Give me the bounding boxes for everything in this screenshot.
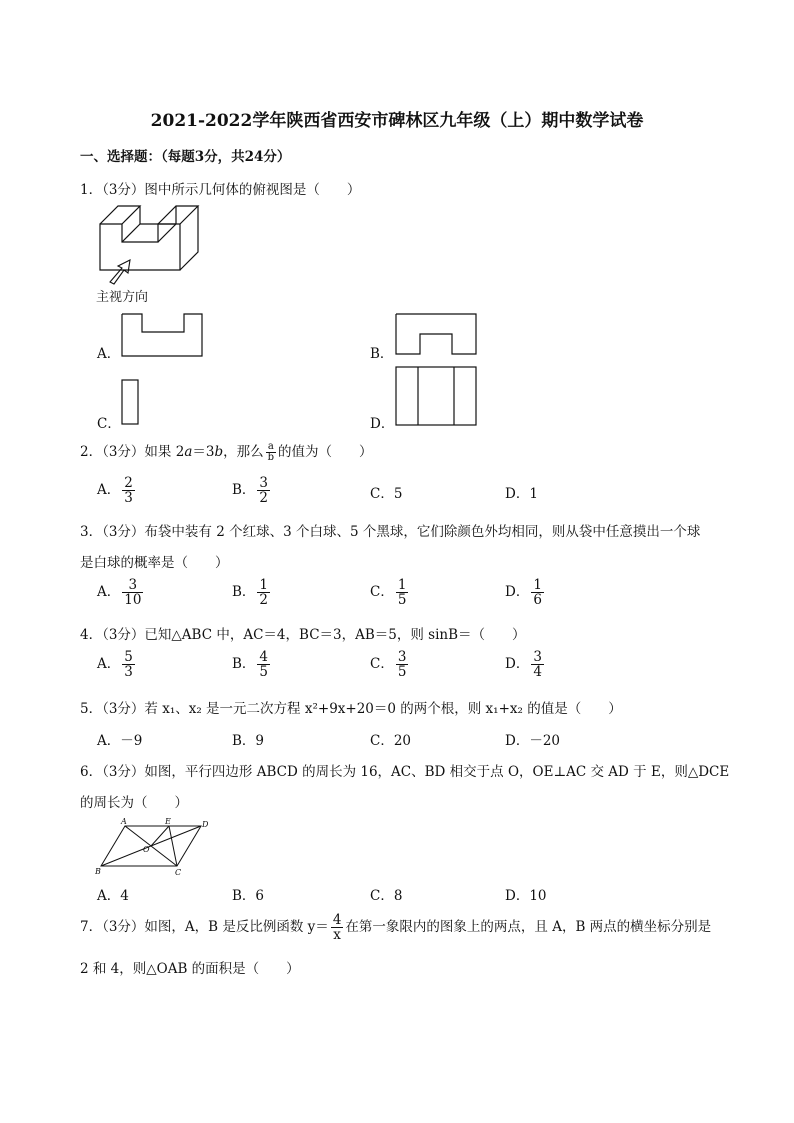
q3-option-b: B． $\frac{1}{2}$ xyxy=(232,577,269,609)
q7-fraction: $\frac{4}{x}$ xyxy=(332,912,342,944)
q4-option-c: C． $\frac{3}{5}$ xyxy=(370,649,407,681)
q1-option-b-figure xyxy=(394,312,480,358)
q6-option-a: A．4 xyxy=(97,888,129,904)
question-6-line-2: 的周长为（ ） xyxy=(80,795,188,811)
fig-label-a: A xyxy=(121,817,127,826)
question-7-line-2: 2 和 4，则△OAB 的面积是（ ） xyxy=(80,961,300,977)
fig-label-e: E xyxy=(165,817,171,826)
q2-option-b: B． $\frac{3}{2}$ xyxy=(232,475,269,507)
question-3-line-2: 是白球的概率是（ ） xyxy=(80,555,229,571)
section-heading: 一、选择题：（每题3分，共24分） xyxy=(80,149,291,165)
q6-option-d: D．10 xyxy=(505,888,547,904)
q1-option-a: A． xyxy=(97,346,121,362)
q1-option-c: C． xyxy=(97,416,121,432)
q1-option-d: D． xyxy=(370,416,395,432)
q3-option-a: A． $\frac{3}{10}$ xyxy=(97,577,142,609)
question-6-line-1: 6．（3分）如图，平行四边形 ABCD 的周长为 16，AC、BD 相交于点 O，OE⊥AC 交 AD 于 E，则△DCE xyxy=(80,764,730,780)
q6-option-b: B．6 xyxy=(232,888,265,904)
q1-option-a-figure xyxy=(120,312,206,358)
fig-label-o: O xyxy=(143,845,150,854)
parallelogram-figure xyxy=(95,816,210,876)
q1-option-b: B． xyxy=(370,346,394,362)
fig-label-b: B xyxy=(95,867,101,876)
question-5-stem: 5．（3分）若 x₁、x₂ 是一元二次方程 x²+9x+20＝0 的两个根，则 x₁+x₂ 的值是（ ） xyxy=(80,701,622,717)
view-direction-label: 主视方向 xyxy=(96,290,149,305)
question-3-line-1: 3．（3分）布袋中装有 2 个红球、3 个白球、5 个黑球，它们除颜色外均相同，则从袋中任意摸出一个球 xyxy=(80,524,701,540)
q2-option-a: A． $\frac{2}{3}$ xyxy=(97,475,133,507)
solid-figure xyxy=(96,198,211,288)
q3-option-c: C． $\frac{1}{5}$ xyxy=(370,577,407,609)
q5-option-b: B．9 xyxy=(232,733,265,749)
q5-option-a: A．－9 xyxy=(97,733,143,749)
question-2-stem: 2．（3分）如果 2a＝3b，那么 $\frac{a}{b}$ 的值为（ ） xyxy=(80,440,373,463)
page-title: 2021-2022学年陕西省西安市碑林区九年级（上）期中数学试卷 xyxy=(150,111,644,131)
q2-option-c: C．5 xyxy=(370,486,403,502)
q4-option-d: D． $\frac{3}{4}$ xyxy=(505,649,542,681)
q4-option-b: B． $\frac{4}{5}$ xyxy=(232,649,269,681)
question-4-stem: 4．（3分）已知△ABC 中，AC＝4，BC＝3，AB＝5，则 sinB＝（ ） xyxy=(80,627,526,643)
question-1-stem: 1．（3分）图中所示几何体的俯视图是（ ） xyxy=(80,182,361,198)
q3-option-d: D． $\frac{1}{6}$ xyxy=(505,577,542,609)
q2-stem-fraction: $\frac{a}{b}$ xyxy=(267,440,275,463)
q1-option-d-figure xyxy=(394,365,480,429)
q5-option-c: C．20 xyxy=(370,733,412,749)
q5-option-d: D．－20 xyxy=(505,733,561,749)
q2-option-d: D．1 xyxy=(505,486,538,502)
question-7-line-1: 7．（3分）如图，A，B 是反比例函数 y＝ $\frac{4}{x}$ 在第一象限内的图象上的两点，且 A，B 两点的横坐标分别是 xyxy=(80,912,712,944)
q6-option-c: C．8 xyxy=(370,888,403,904)
fig-label-c: C xyxy=(175,868,182,876)
q4-option-a: A． $\frac{5}{3}$ xyxy=(97,649,133,681)
q1-option-c-figure xyxy=(120,378,142,428)
fig-label-d: D xyxy=(202,820,209,829)
